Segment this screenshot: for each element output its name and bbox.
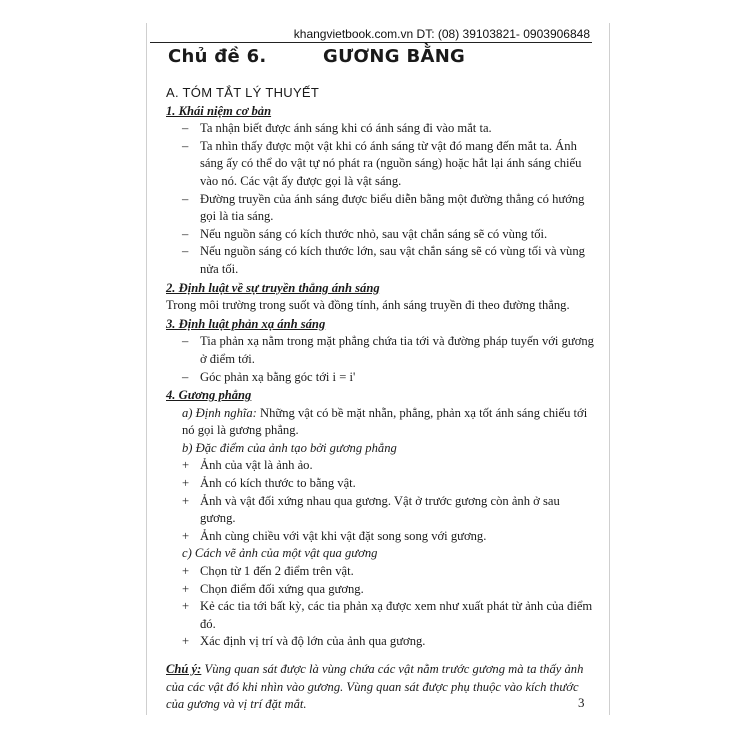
s3-item: – Tia phản xạ nằm trong mặt phẳng chứa tia tới và đường pháp tuyến với gương ở điểm tới. — [166, 333, 596, 368]
s4-a-text: Những vật có bề mặt nhẵn, phẳng, phản xạ tốt ánh sáng chiếu tới nó gọi là gương phẳng. — [182, 405, 588, 438]
s1-item: – Nếu nguồn sáng có kích thước lớn, sau vật chắn sáng sẽ có vùng tối và vùng nửa tối. — [166, 243, 596, 278]
chapter-title: GƯƠNG BẰNG — [323, 46, 466, 67]
s4-b-item: + Ảnh của vật là ảnh ảo. — [166, 457, 596, 475]
note-paragraph — [166, 661, 596, 714]
s3-heading: 3. Định luật phản xạ ánh sáng — [166, 316, 326, 331]
chapter-label: Chủ đề 6. — [168, 46, 267, 67]
s2-heading: 2. Định luật về sự truyền thẳng ánh sáng — [166, 280, 380, 295]
note-label: Chú ý: — [166, 662, 202, 676]
s2-text: Trong môi trường trong suốt và đồng tính, ánh sáng truyền đi theo đường thẳng. — [166, 298, 570, 313]
s4-b-label: b) Đặc điểm của ảnh tạo bởi gương phẳng — [182, 440, 397, 455]
header-divider — [150, 42, 592, 43]
s4-c-label: c) Cách vẽ ảnh của một vật qua gương — [182, 546, 378, 561]
s4-c-item: + Chọn từ 1 đến 2 điểm trên vật. — [166, 563, 596, 581]
header-site: khangvietbook.com.vn — [293, 27, 414, 41]
s1-item: – Ta nhìn thấy được một vật khi có ánh sáng từ vật đó mang đến mắt ta. Ánh sáng ấy có thể do vật tự nó phát ra (nguồn sáng) hoặc hắt lại ánh sáng chiếu vào nó. Các vật ấy được gọi là vật sáng. — [166, 138, 596, 191]
s4-b-item: + Ảnh cùng chiều với vật khi vật đặt song song với gương. — [166, 528, 596, 546]
page-number: 3 — [578, 695, 585, 710]
page-content — [166, 84, 596, 714]
note-text: Vùng quan sát được là vùng chứa các vật nằm trước gương mà ta thấy ảnh của các vật đó khi nhìn vào gương. Vùng quan sát được phụ thuộc vào kích thước của gương và vị trí đặt mắt. — [166, 662, 584, 712]
s3-item: – Góc phản xạ bằng góc tới i = i' — [166, 369, 596, 387]
s4-definition — [166, 405, 596, 440]
page-header — [150, 27, 590, 41]
s4-b-item: + Ảnh có kích thước to bằng vật. — [166, 475, 596, 493]
header-contact: DT: (08) 39103821- 0903906848 — [416, 27, 590, 41]
chapter-heading — [168, 46, 466, 67]
s1-item: – Nếu nguồn sáng có kích thước nhỏ, sau vật chắn sáng sẽ có vùng tối. — [166, 226, 596, 244]
s4-c-item: + Xác định vị trí và độ lớn của ảnh qua gương. — [166, 633, 596, 651]
s4-c-item: + Kẻ các tia tới bất kỳ, các tia phản xạ được xem như xuất phát từ ảnh của điểm đó. — [166, 598, 596, 633]
s1-item: – Ta nhận biết được ánh sáng khi có ánh sáng đi vào mắt ta. — [166, 120, 596, 138]
s1-heading: 1. Khái niệm cơ bản — [166, 103, 272, 118]
s4-heading: 4. Gương phẳng — [166, 388, 252, 403]
s1-item: – Đường truyền của ánh sáng được biểu diễn bằng một đường thẳng có hướng gọi là tia sáng. — [166, 191, 596, 226]
s4-b-item: + Ảnh và vật đối xứng nhau qua gương. Vật ở trước gương còn ảnh ở sau gương. — [166, 493, 596, 528]
s4-a-label: a) Định nghĩa: — [182, 405, 257, 420]
s4-c-item: + Chọn điểm đối xứng qua gương. — [166, 581, 596, 599]
section-a-heading: A. TÓM TẮT LÝ THUYẾT — [166, 85, 320, 100]
